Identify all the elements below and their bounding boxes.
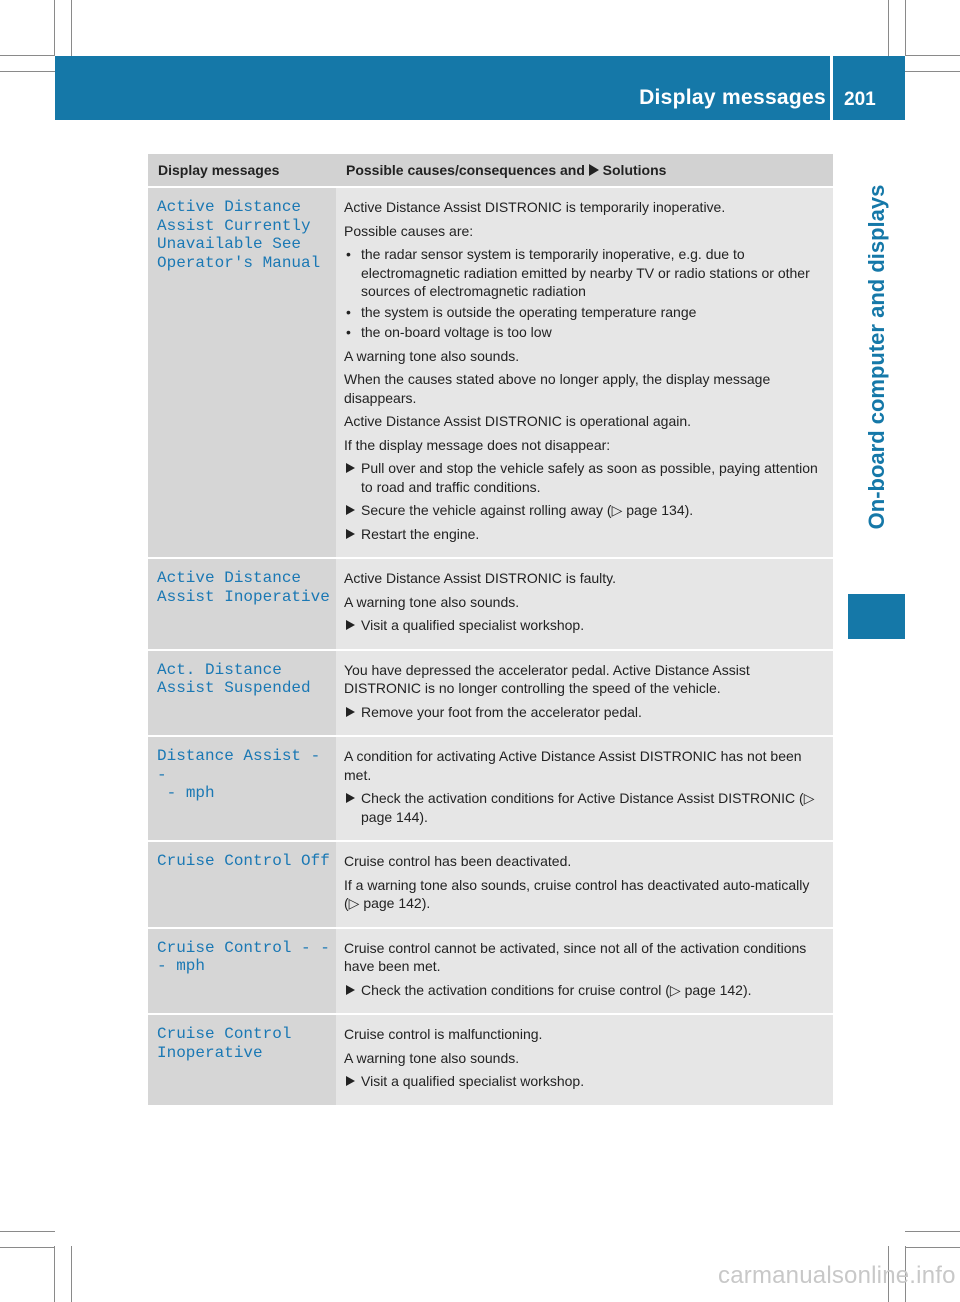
crop-mark [905, 55, 960, 56]
paragraph: Possible causes are: [344, 222, 474, 239]
action-arrow-icon [346, 620, 355, 630]
crop-mark [0, 55, 55, 56]
display-message: Act. Distance Assist Suspended [157, 660, 311, 697]
solution-cell [336, 1014, 833, 1105]
paragraph: Active Distance Assist DISTRONIC is operational again. [344, 413, 692, 429]
chapter-label: On-board computer and displays [864, 184, 889, 530]
display-message: Distance Assist - - - mph [157, 747, 321, 802]
column-header-causes-label: Possible causes/consequences and [346, 162, 585, 178]
bullet-text: the on-board voltage is too low [361, 324, 552, 340]
crop-mark [0, 1231, 55, 1232]
crop-mark [0, 1247, 55, 1248]
display-message: Active Distance Assist Inoperative [157, 569, 330, 606]
action-arrow-icon [346, 463, 355, 473]
action-arrow-icon [346, 707, 355, 717]
solution-cell [336, 736, 833, 841]
solution-cell [336, 928, 833, 1015]
action-step [344, 459, 827, 496]
solution-cell [336, 841, 833, 928]
paragraph: Active Distance Assist DISTRONIC is faulty. [344, 570, 617, 586]
header-separator [830, 56, 833, 120]
table-row [148, 1014, 833, 1105]
action-text: Secure the vehicle against rolling away (▷ page 134). [361, 502, 694, 518]
table-row [148, 928, 833, 1015]
display-message: Active Distance Assist Currently Unavailable See Operator's Manual [157, 198, 321, 272]
table-row [148, 558, 833, 650]
action-step [344, 525, 827, 544]
crop-mark [54, 1246, 55, 1302]
paragraph: Cruise control is malfunctioning. [344, 1026, 543, 1042]
display-message: Cruise Control Off [157, 852, 330, 870]
paragraph: Active Distance Assist DISTRONIC is temporarily inoperative. [344, 199, 726, 215]
column-header-causes [336, 154, 833, 187]
paragraph: If the display message does not disappear: [344, 436, 611, 453]
message-cell [148, 1014, 336, 1105]
table-row [148, 736, 833, 841]
action-step [344, 789, 827, 826]
chapter-marker [848, 594, 905, 639]
action-arrow-icon [346, 1076, 355, 1086]
bullet-text: the system is outside the operating temperature range [361, 303, 697, 320]
bullet-item [344, 245, 827, 301]
column-header-solutions-label: Solutions [602, 162, 667, 178]
action-arrow-icon [346, 505, 355, 515]
table-row [148, 650, 833, 737]
crop-mark [888, 0, 889, 56]
crop-mark [905, 1231, 960, 1232]
bullet-icon: • [346, 303, 351, 320]
bullet-text: the radar sensor system is temporarily inoperative, e.g. due to electromagnetic radiation emitted by nearby TV or radio stations or other sources of electromagnetic radiation [361, 246, 810, 299]
action-text: Check the activation conditions for cruise control (▷ page 142). [361, 981, 752, 998]
display-message: Cruise Control Inoperative [157, 1025, 292, 1062]
message-cell [148, 841, 336, 928]
column-header-messages: Display messages [148, 154, 336, 187]
bullet-icon: • [346, 246, 351, 262]
paragraph: A warning tone also sounds. [344, 1049, 520, 1066]
action-text: Restart the engine. [361, 525, 480, 542]
crop-mark [71, 1246, 72, 1302]
message-cell [148, 650, 336, 737]
watermark: carmanualsonline.info [718, 1262, 956, 1289]
crop-mark [905, 0, 906, 56]
page-title: Display messages [639, 86, 826, 109]
paragraph: A warning tone also sounds. [344, 593, 520, 610]
crop-mark [905, 1247, 960, 1248]
solution-cell [336, 558, 833, 650]
message-cell [148, 736, 336, 841]
action-text: Visit a qualified specialist workshop. [361, 1073, 585, 1089]
action-step [344, 981, 827, 1000]
message-cell [148, 187, 336, 558]
crop-mark [905, 71, 960, 72]
bullet-icon: • [346, 324, 351, 340]
message-cell [148, 558, 336, 650]
paragraph: A condition for activating Active Distance Assist DISTRONIC has not been met. [344, 748, 802, 783]
action-text: Pull over and stop the vehicle safely as soon as possible, paying attention to road and traffic conditions. [361, 460, 818, 495]
bullet-item [344, 303, 827, 322]
paragraph: A warning tone also sounds. [344, 347, 520, 364]
crop-mark [54, 0, 55, 56]
action-step [344, 703, 827, 722]
paragraph: Cruise control cannot be activated, since not all of the activation conditions have been met. [344, 939, 807, 974]
display-messages-table [148, 154, 833, 1105]
paragraph: Cruise control has been deactivated. [344, 853, 572, 869]
table-header-row [148, 154, 833, 187]
page-number: 201 [844, 89, 876, 110]
table-row [148, 841, 833, 928]
bullet-item [344, 323, 827, 342]
action-step [344, 501, 827, 520]
paragraph: When the causes stated above no longer apply, the display message disappears. [344, 371, 771, 406]
action-arrow-icon [346, 793, 355, 803]
action-arrow-icon [346, 985, 355, 995]
paragraph: You have depressed the accelerator pedal. Active Distance Assist DISTRONIC is no longer controlling the speed of the vehicle. [344, 661, 750, 696]
message-cell [148, 928, 336, 1015]
solution-cell [336, 650, 833, 737]
action-arrow-icon [346, 529, 355, 539]
display-message: Cruise Control - - - mph [157, 938, 330, 975]
crop-mark [0, 71, 55, 72]
action-step [344, 616, 827, 635]
solution-cell [336, 187, 833, 558]
action-text: Visit a qualified specialist workshop. [361, 617, 585, 633]
paragraph: If a warning tone also sounds, cruise control has deactivated auto-matically (▷ page 142). [344, 876, 810, 911]
action-arrow-icon [589, 164, 599, 176]
action-step [344, 1072, 827, 1091]
crop-mark [71, 0, 72, 56]
table-row [148, 187, 833, 558]
action-text: Check the activation conditions for Active Distance Assist DISTRONIC (▷ page 144). [361, 790, 815, 825]
action-text: Remove your foot from the accelerator pedal. [361, 703, 642, 720]
